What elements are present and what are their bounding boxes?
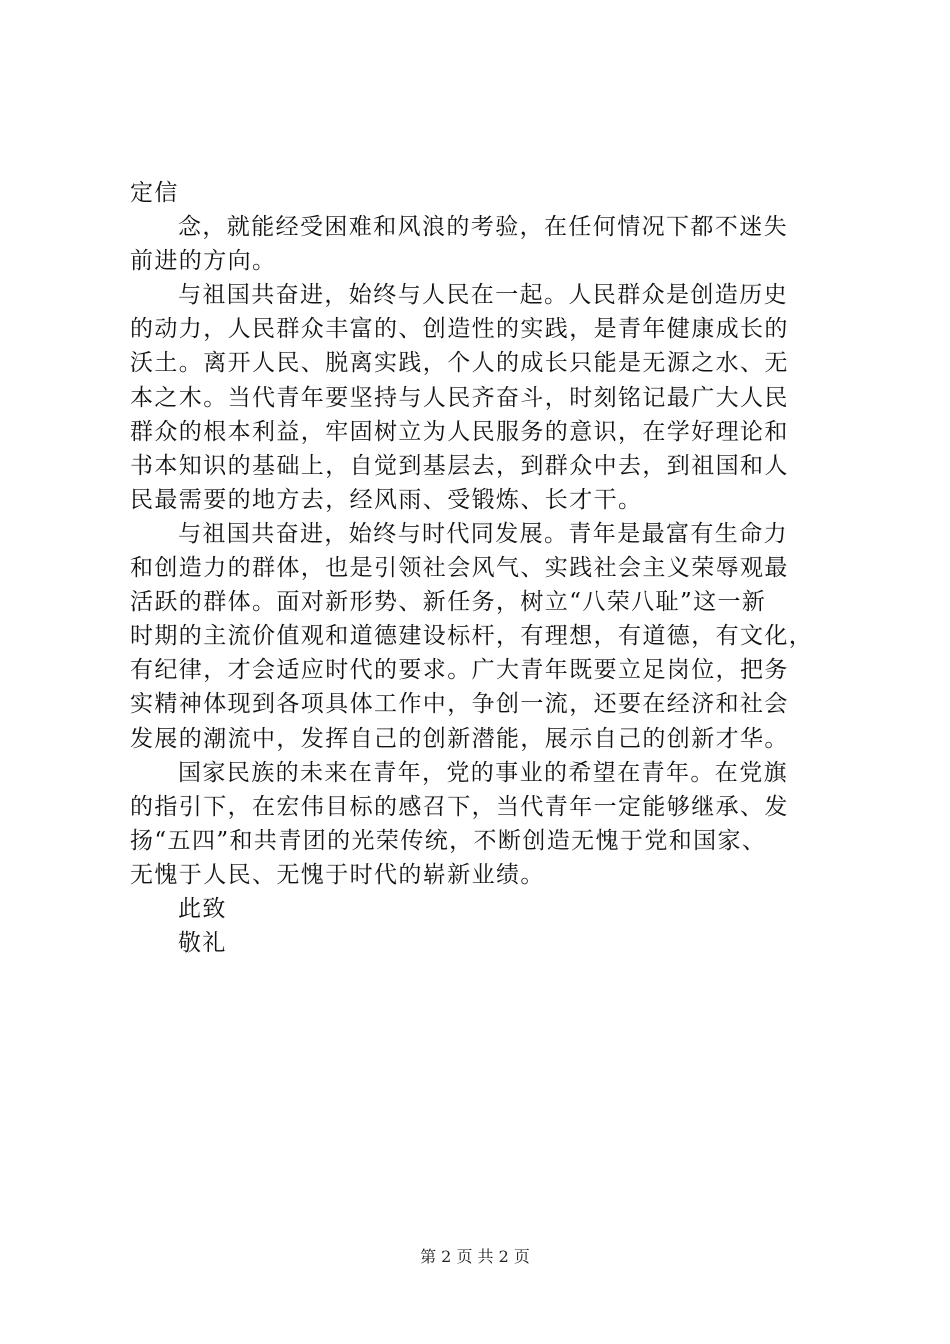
text-line: 念，就能经受困难和风浪的考验，在任何情况下都不迷失	[178, 214, 788, 241]
text-line: 实精神体现到各项具体工作中，争创一流，还要在经济和社会	[130, 691, 789, 718]
text-line: 群众的根本利益，牢固树立为人民服务的意识，在学好理论和	[130, 418, 789, 445]
text-line: 沃土。离开人民、脱离实践，个人的成长只能是无源之水、无	[130, 350, 789, 377]
text-line: 无愧于人民、无愧于时代的崭新业绩。	[130, 861, 545, 888]
text-line: 的动力，人民群众丰富的、创造性的实践，是青年健康成长的	[130, 316, 789, 343]
text-line: 和创造力的群体，也是引领社会风气、实践社会主义荣辱观最	[130, 555, 789, 582]
text-line: 活跃的群体。面对新形势、新任务，树立“八荣八耻”这一新	[130, 589, 767, 616]
text-line: 此致	[178, 895, 227, 922]
text-line: 本之木。当代青年要坚持与人民齐奋斗，时刻铭记最广大人民	[130, 384, 789, 411]
document-body	[130, 176, 830, 960]
text-line: 有纪律，才会适应时代的要求。广大青年既要立足岗位，把务	[130, 657, 789, 684]
text-line: 与祖国共奋进，始终与时代同发展。青年是最富有生命力	[178, 520, 788, 547]
text-line: 敬礼	[178, 930, 227, 957]
text-line: 定信	[130, 180, 179, 206]
text-line: 前进的方向。	[130, 248, 277, 275]
text-line: 与祖国共奋进，始终与人民在一起。人民群众是创造历史	[178, 282, 788, 309]
text-line: 的指引下，在宏伟目标的感召下，当代青年一定能够继承、发	[130, 793, 789, 820]
text-line: 民最需要的地方去，经风雨、受锻炼、长才干。	[130, 486, 643, 513]
page-footer: 第 2 页 共 2 页	[420, 1247, 530, 1266]
text-line: 扬“五四”和共青团的光荣传统，不断创造无愧于党和国家、	[130, 827, 767, 854]
text-line: 时期的主流价值观和道德建设标杆，有理想，有道德，有文化，	[130, 623, 814, 650]
text-line: 发展的潮流中，发挥自己的创新潜能，展示自己的创新才华。	[130, 725, 789, 752]
text-line: 国家民族的未来在青年，党的事业的希望在青年。在党旗	[178, 759, 788, 786]
text-line: 书本知识的基础上，自觉到基层去，到群众中去，到祖国和人	[130, 452, 789, 479]
